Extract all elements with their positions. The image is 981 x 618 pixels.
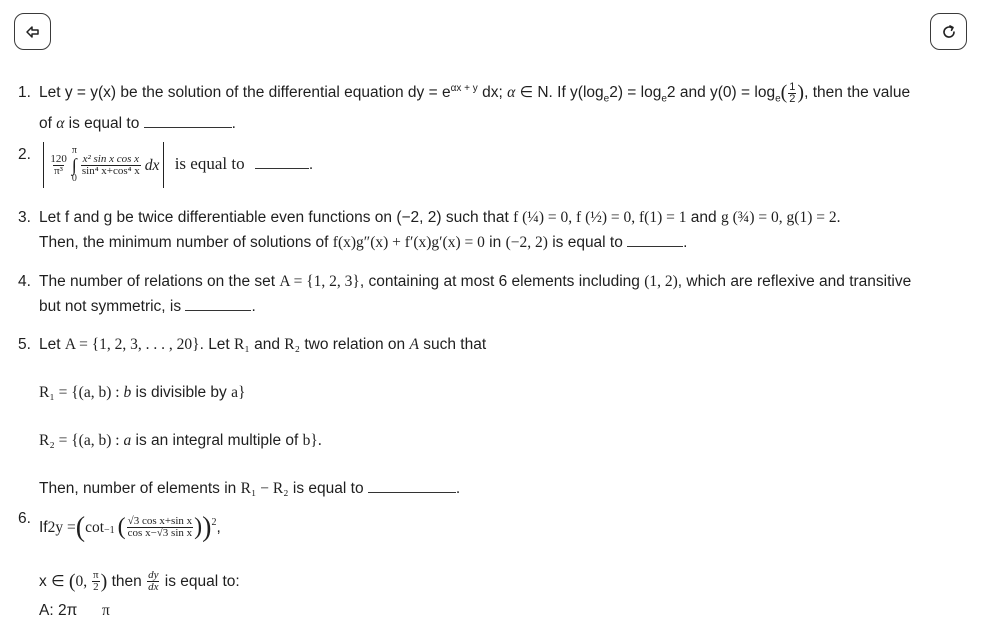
question-number: 5. [18,336,31,353]
back-arrow-icon [25,24,41,40]
question-4: 4. The number of relations on the set A = {1, 2, 3}, containing at most 6 elements including (1, 2), which are reflexive and transitive but not symmetric, is . [18,269,968,319]
relation-r1: R₁ = {(a, b) : b is divisible by a} [39,384,246,401]
question-1: 1. Let y = y(x) be the solution of the differential equation dy = $e^{\alpha x + y}$ dx; α ∈ N. If $y(\log_e2) = \log_e2$ and $y(0) = \log_e$( $\frac{1}{2}$ ), then the value of α is equal to . [18,80,911,133]
answer-blank [368,479,456,493]
absolute-expression: $\frac{120}{\text{π³}}$ π ∫ 0 $\frac{\text{x² sin x cos x}}{\text{sin⁴ x+cos⁴ x}}$ dx [43,142,164,188]
question-number: 6. [18,510,31,527]
question-number: 1. [18,84,31,102]
question-2: 2. $\frac{120}{\text{π³}}$ π ∫ 0 $\frac{\text{x² sin x cos x}}{\text{sin⁴ x+cos⁴ x}}$ dx is equal to . [18,142,313,188]
back-button[interactable] [14,13,51,50]
question-6: 6. If 2y = ( cot −1 ( $\frac{\text{√3 cos x+sin x}}{\text{cos x−√3 sin x}}$ ) ) $^2$ , x ∈ (0, $\frac{\pi}{2}$ ) then $\frac{dy}{dx}$ is equal to: A: 2π π [18,512,968,618]
question-number: 4. [18,273,31,290]
answer-blank [144,114,232,128]
answer-blank [185,297,251,311]
question-number: 2. [18,146,31,163]
answer-blank [627,233,683,247]
relation-r2: R₂ = {(a, b) : a is an integral multiple of b}. [39,432,322,449]
question-number: 3. [18,209,31,226]
question-5: 5. Let A = {1, 2, 3, . . . , 20}. Let R₁ and R₂ two relation on A such that R₁ = {(a, b) : b is divisible by a} R₂ = {(a, b) : a is an integral multiple of b}. Then, number of elements in R₁ − R₂ is equal to . [18,332,968,501]
answer-blank [255,155,309,169]
option-a: A: 2π [39,602,78,618]
refresh-button[interactable] [930,13,967,50]
question-3: 3. Let f and g be twice differentiable even functions on (−2, 2) such that f (¼) = 0, f (½) = 0, f(1) = 1 and g (¾) = 0, g(1) = 2. Then, the minimum number of solutions of f(x)g″(x) + f′(x)g′(x) = 0 in (−2, 2) is equal to . [18,205,968,255]
refresh-icon [940,23,958,41]
